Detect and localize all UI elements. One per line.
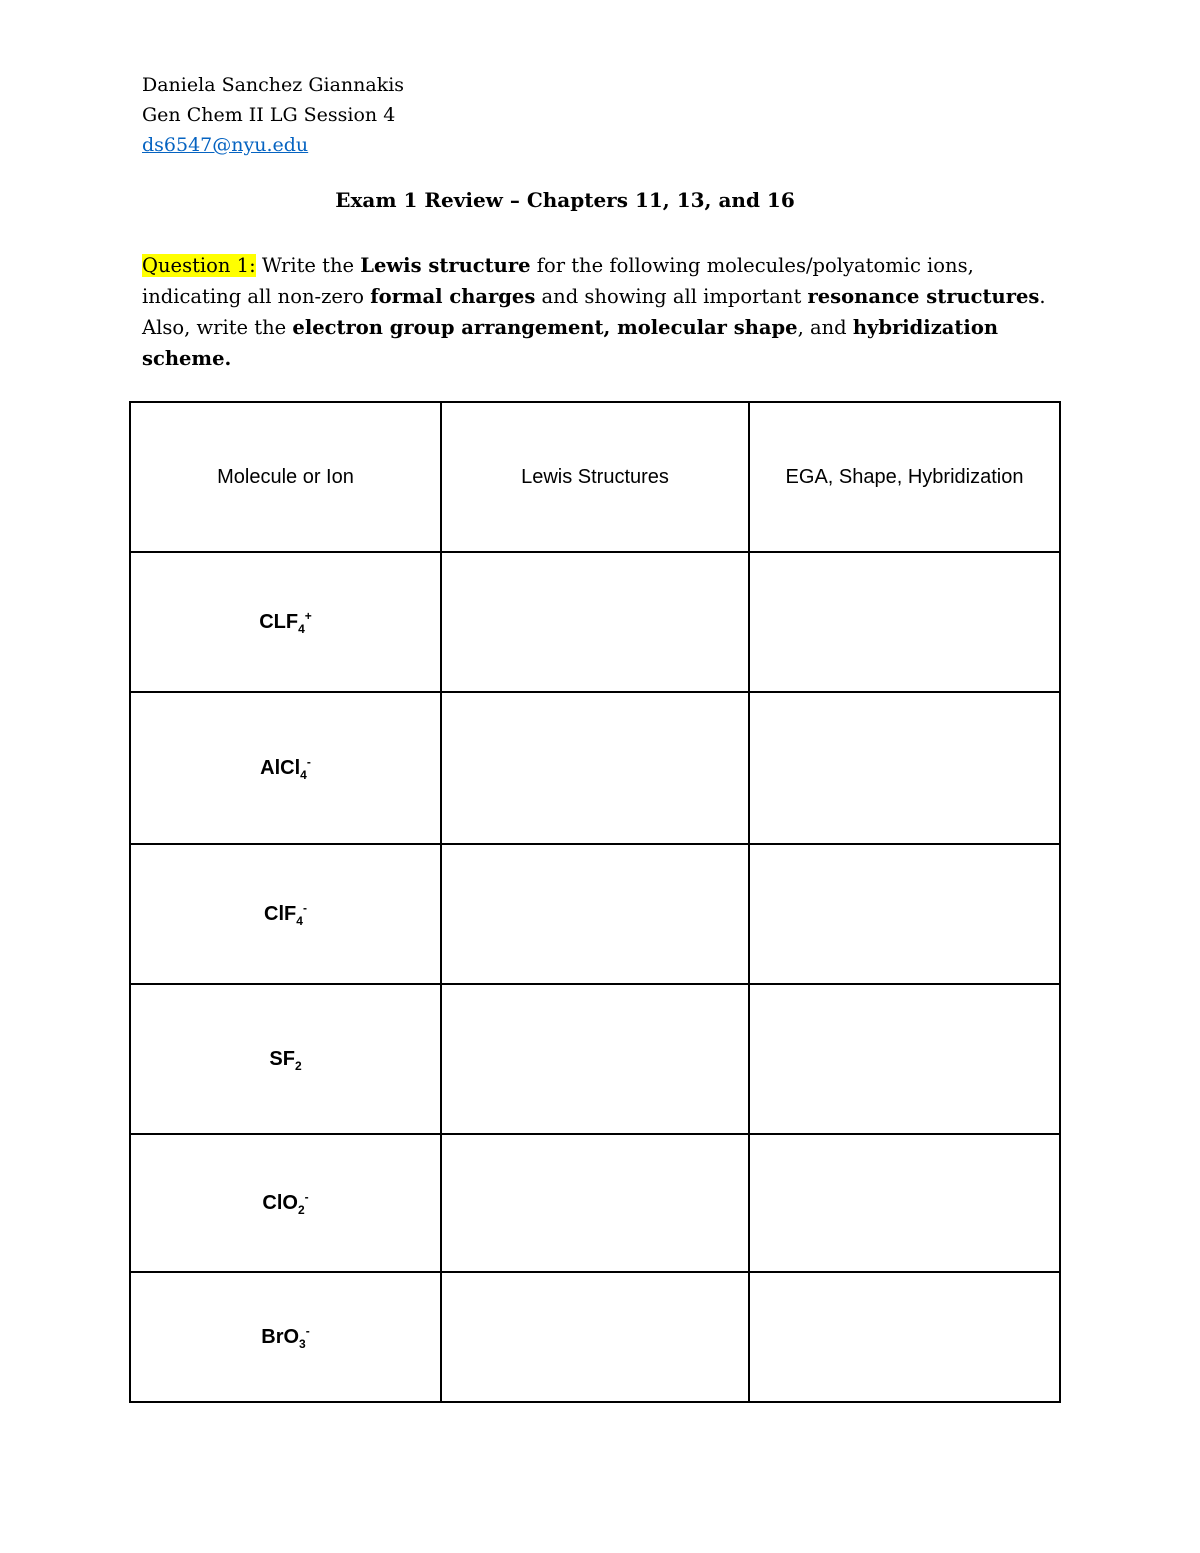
- ega-shape-hybridization-cell[interactable]: [749, 984, 1060, 1134]
- formula-base: ClO: [262, 1191, 298, 1214]
- formula-charge: -: [305, 1323, 310, 1338]
- table-row: [130, 552, 1060, 692]
- formula-base: SF: [269, 1047, 295, 1070]
- molecule-cell: [130, 844, 441, 984]
- question-bold-term: hybridization: [852, 316, 999, 339]
- question-bold-term: electron group arrangement, molecular shape: [292, 316, 798, 339]
- formula-charge: -: [306, 754, 311, 769]
- formula-base: CLF: [259, 610, 299, 633]
- page-title: Exam 1 Review – Chapters 11, 13, and 16: [335, 188, 795, 212]
- email-link[interactable]: ds6547@nyu.edu: [142, 134, 309, 156]
- lewis-structure-cell[interactable]: [441, 552, 749, 692]
- question-bold-term: Lewis structure: [360, 254, 531, 277]
- question-text: Also, write the: [142, 316, 293, 339]
- question-line-2: [142, 281, 1046, 312]
- table-row: [130, 844, 1060, 984]
- question-text: and showing all important: [535, 285, 808, 308]
- table-row: [130, 984, 1060, 1134]
- question-line-1: [142, 250, 1002, 281]
- course-session: Gen Chem II LG Session 4: [142, 104, 396, 126]
- molecule-cell: [130, 1272, 441, 1402]
- molecule-cell: [130, 984, 441, 1134]
- formula-charge: +: [304, 608, 312, 623]
- formula-subscript: 4: [296, 913, 303, 928]
- question-bold-term: scheme.: [142, 347, 232, 370]
- formula-subscript: 3: [299, 1336, 306, 1351]
- question-1: [142, 250, 1046, 374]
- lewis-structure-cell[interactable]: [441, 692, 749, 844]
- question-text: .: [1039, 285, 1046, 308]
- table-header-row: [130, 402, 1060, 552]
- lewis-structure-cell[interactable]: [441, 1272, 749, 1402]
- table-row: [130, 1272, 1060, 1402]
- formula-base: BrO: [261, 1325, 300, 1348]
- formula-charge: -: [304, 1189, 309, 1204]
- ega-shape-hybridization-cell[interactable]: [749, 552, 1060, 692]
- formula-subscript: 2: [294, 1058, 302, 1073]
- author-name: Daniela Sanchez Giannakis: [142, 74, 405, 96]
- question-line-4: [142, 343, 1002, 374]
- table-row: [130, 1134, 1060, 1272]
- formula-subscript: 4: [300, 767, 307, 782]
- worksheet-table: [129, 401, 1061, 1403]
- molecule-cell: [130, 1134, 441, 1272]
- lewis-structure-cell[interactable]: [441, 1134, 749, 1272]
- ega-shape-hybridization-cell[interactable]: [749, 1134, 1060, 1272]
- question-text: , and: [797, 316, 853, 339]
- question-bold-term: formal charges: [370, 285, 536, 308]
- formula-subscript: 4: [298, 621, 305, 636]
- formula-subscript: 2: [297, 1202, 305, 1217]
- table-row: [130, 692, 1060, 844]
- molecule-cell: [130, 552, 441, 692]
- column-header-ega: EGA, Shape, Hybridization: [749, 402, 1060, 552]
- question-text: for the following molecules/polyatomic ions,: [530, 254, 974, 277]
- lewis-structure-cell[interactable]: [441, 984, 749, 1134]
- ega-shape-hybridization-cell[interactable]: [749, 1272, 1060, 1402]
- formula-base: ClF: [264, 902, 297, 925]
- column-header-lewis: Lewis Structures: [441, 402, 749, 552]
- ega-shape-hybridization-cell[interactable]: [749, 844, 1060, 984]
- question-label: Question 1:: [142, 254, 256, 277]
- question-text: indicating all non-zero: [142, 285, 371, 308]
- molecule-cell: [130, 692, 441, 844]
- formula-base: AlCl: [260, 756, 301, 779]
- question-bold-term: resonance structures: [807, 285, 1040, 308]
- formula-charge: -: [302, 900, 307, 915]
- email-line: [142, 130, 404, 160]
- ega-shape-hybridization-cell[interactable]: [749, 692, 1060, 844]
- question-text: Write the: [255, 254, 361, 277]
- question-line-3: [142, 312, 1002, 343]
- author-header: [142, 70, 404, 160]
- lewis-structure-cell[interactable]: [441, 844, 749, 984]
- column-header-molecule: Molecule or Ion: [130, 402, 441, 552]
